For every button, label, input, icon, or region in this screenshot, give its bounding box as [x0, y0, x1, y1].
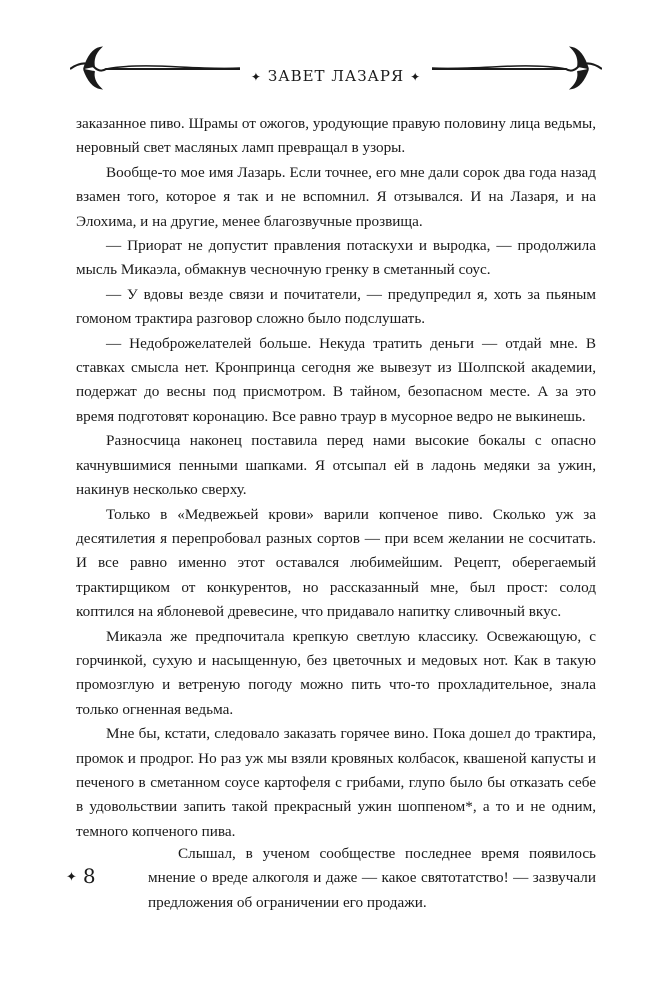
paragraph: заказанное пиво. Шрамы от ожогов, уродующие правую половину лица ведьмы, неровный свет масляных ламп превращал в узоры.: [76, 115, 596, 157]
paragraph: Слышал, в ученом сообществе последнее время появилось мнение о вреде алкоголя и даже — какое святотатство! — зазвучали предложения об ограничении его продажи.: [148, 845, 596, 911]
body-text: [76, 112, 596, 844]
paragraph: Только в «Медвежьей крови» варили копченое пиво. Сколько уж за десятилетия я перепробовал разных сортов — при всем желании не сосчитать. И все равно именно этот оставался любимейшим. Рецепт, оберегаемый трактирщиком от конкурентов, но рассказанный мне, был прост: солод коптился на яблоневой древесине, что придавало напитку сливочный вкус.: [76, 505, 596, 621]
paragraph: Мне бы, кстати, следовало заказать горячее вино. Пока дошел до трактира, промок и продрог. Но раз уж мы взяли кровяных колбасок, квашеной капусты и печеного в сметанном соусе картофеля с грибами, глупо было бы отказать себе в удовольствии запить такой прекрасный ужин шоппеном*, а то и не одним, темного копченого пива.: [76, 725, 596, 840]
last-paragraph-block: [148, 842, 596, 915]
star-icon: ✦: [250, 70, 262, 84]
paragraph: — Приорат не допустит правления потаскухи и выродка, — продолжила мысль Микаэла, обмакнув чесночную гренку в сметанный соус.: [76, 237, 596, 279]
paragraph: Разносчица наконец поставила перед нами высокие бокалы с опасно качнувшимися пенными шапками. Я отсыпал ей в ладонь медяки за ужин, накинув несколько сверху.: [76, 432, 596, 499]
page-number: [66, 864, 96, 888]
star-icon: ✦: [410, 70, 422, 84]
page-number-text: 8: [82, 864, 96, 888]
paragraph: — Недоброжелателей больше. Некуда тратить деньги — отдай мне. В ставках смысла нет. Кронпринца сегодня же вывезут из Шолпской академии, подержат до весны под присмотром. В тайном, безопасном месте. А за это время подготовят коронацию. Все равно траур в мусорное ведро не выкинешь.: [76, 334, 596, 425]
paragraph: — У вдовы везде связи и почитатели, — предупредил я, хоть за пьяным гомоном трактира разговор сложно было подслушать.: [76, 285, 596, 328]
paragraph: Вообще-то мое имя Лазарь. Если точнее, его мне дали сорок два года назад взамен того, которое я так и не вспомнил. Я отзывался. И на Лазаря, и на Элохима, и на другие, менее благозвучные прозвища.: [76, 163, 596, 230]
star-icon: ✦: [66, 870, 77, 885]
book-title-text: ЗАВЕТ ЛАЗАРЯ: [267, 67, 405, 85]
paragraph: Микаэла же предпочитала крепкую светлую классику. Освежающую, с горчинкой, сухую и насыщенную, без цветочных и медовых нот. Как в такую промозглую и ветреную погоду можно пить что-то прохладительное, знала только огненная ведьма.: [76, 627, 596, 718]
book-title: [70, 67, 602, 85]
